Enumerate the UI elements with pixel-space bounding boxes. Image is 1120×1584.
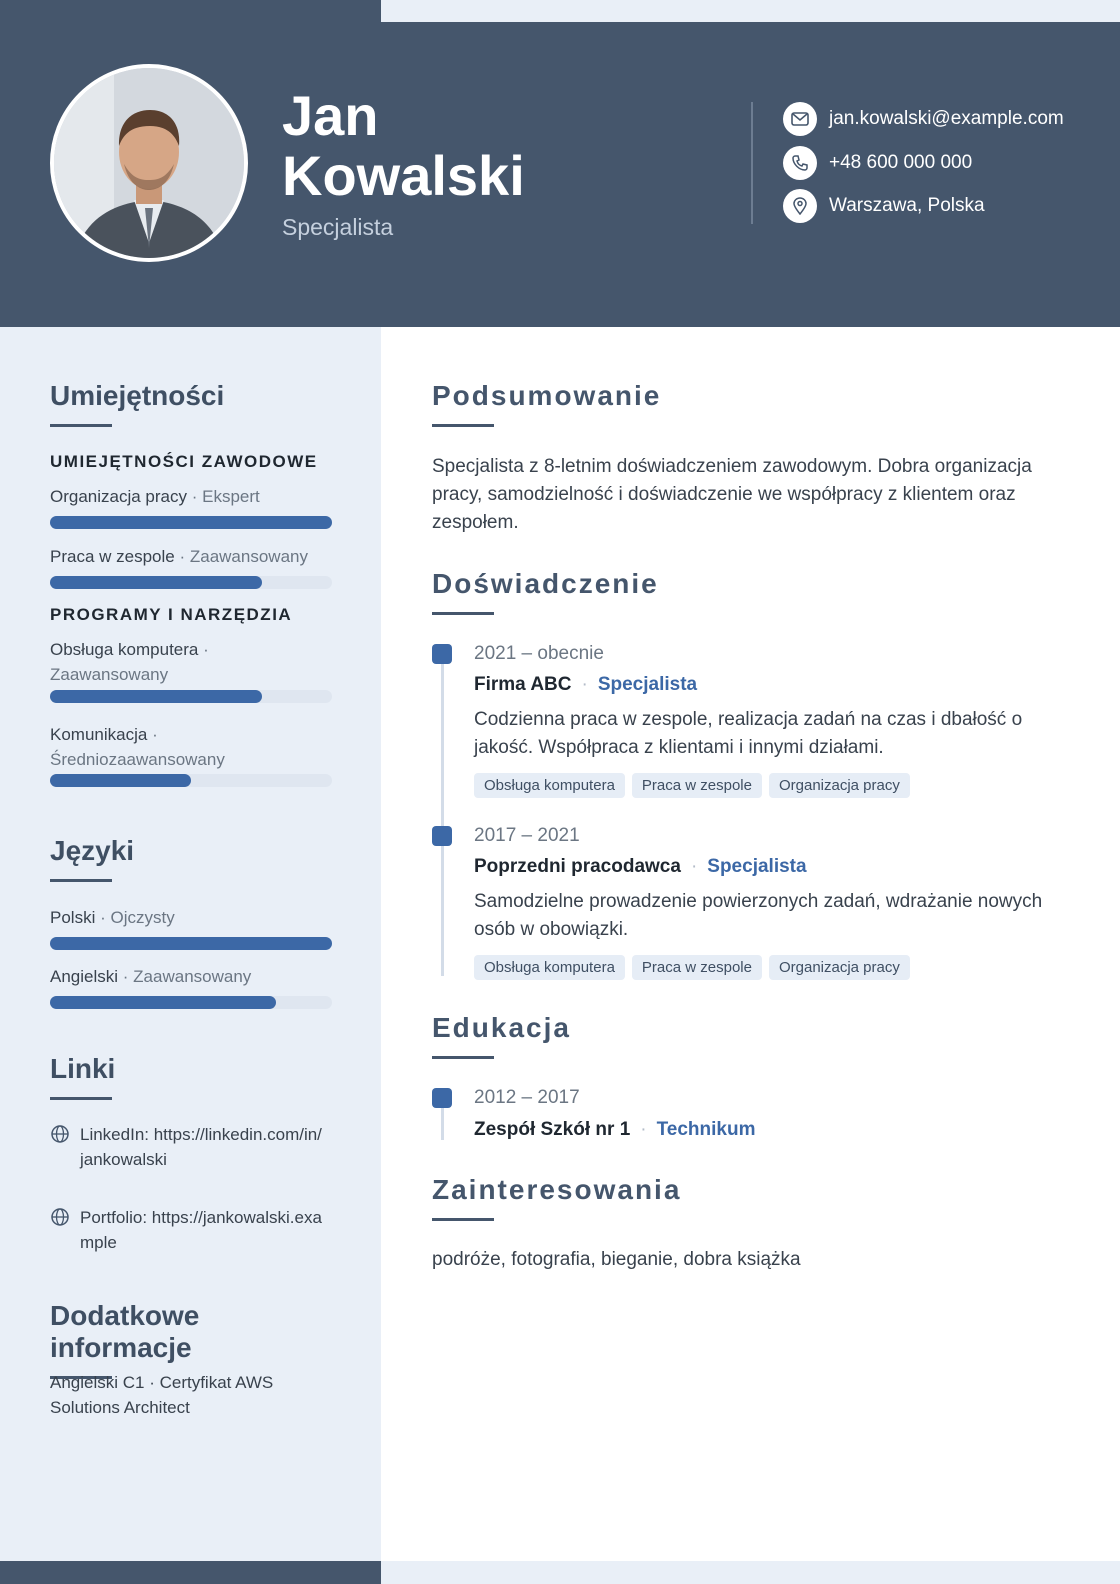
summary-rule [432, 424, 494, 427]
skill-item [50, 484, 332, 529]
full-name [282, 86, 525, 206]
education-heading: Edukacja [432, 1012, 571, 1043]
language-item [50, 964, 332, 1009]
link-portfolio[interactable] [50, 1205, 332, 1255]
experience-company: Firma ABC [474, 674, 572, 695]
skill-name: Obsługa komputera [50, 640, 199, 659]
experience-tags [474, 955, 917, 980]
skill-name: Praca w zespole [50, 547, 175, 566]
extra-text: Angielski C1 · Certyfikat AWS Solutions Architect [50, 1373, 274, 1417]
avatar [50, 64, 248, 262]
experience-tags [474, 773, 917, 798]
skill-bar-wrap [50, 774, 332, 787]
education-separator: · [640, 1119, 647, 1140]
education-date: 2012 – 2017 [474, 1087, 580, 1108]
contact-location [783, 189, 985, 223]
skill-bar-fill [50, 774, 191, 787]
timeline-marker [432, 826, 452, 846]
language-level: · Zaawansowany [122, 967, 252, 986]
language-bar-fill [50, 996, 276, 1009]
skill-bar-fill [50, 516, 332, 529]
skill-bar [50, 516, 332, 529]
summary-text-wrap [432, 453, 1052, 537]
interests-text: podróże, fotografia, bieganie, dobra książka [432, 1249, 801, 1270]
experience-separator: · [690, 856, 698, 877]
header-divider [751, 102, 753, 224]
languages-section [50, 835, 332, 882]
tag: Praca w zespole [632, 955, 762, 980]
language-name: Angielski [50, 967, 119, 986]
skill-item [50, 637, 280, 687]
last-name: Kowalski [282, 144, 525, 207]
skill-bar [50, 576, 332, 589]
summary-heading: Podsumowanie [432, 380, 662, 411]
language-item [50, 905, 332, 950]
skill-item [50, 544, 332, 589]
footer-bar-left [0, 1561, 381, 1584]
experience-date: 2021 – obecnie [474, 643, 604, 664]
experience-company: Poprzedni pracodawca [474, 856, 681, 877]
skill-bar-fill [50, 690, 262, 703]
skill-name: Komunikacja [50, 725, 148, 744]
interests-text-wrap [432, 1246, 1072, 1274]
education-section [432, 1012, 1072, 1059]
contact-phone-text: +48 600 000 000 [829, 152, 973, 173]
skills-rule [50, 424, 112, 427]
skill-bar-fill [50, 576, 262, 589]
location-icon [783, 189, 817, 223]
education-type: Technikum [656, 1119, 756, 1140]
contact-email-text: jan.kowalski@example.com [829, 108, 1064, 129]
timeline-line [441, 660, 444, 976]
mail-icon [783, 102, 817, 136]
experience-description: Samodzielne prowadzenie powierzonych zadań, wdrażanie nowych osób w obowiązki. [474, 891, 1043, 940]
extra-heading: Dodatkowe informacje [50, 1300, 200, 1363]
timeline-marker [432, 644, 452, 664]
interests-rule [432, 1218, 494, 1221]
experience-section [432, 568, 1072, 615]
language-bar-fill [50, 937, 332, 950]
contact-location-text: Warszawa, Polska [829, 195, 985, 216]
tag: Organizacja pracy [769, 773, 910, 798]
experience-rule [432, 612, 494, 615]
link-linkedin[interactable] [50, 1122, 332, 1172]
links-heading: Linki [50, 1053, 116, 1084]
phone-icon [783, 146, 817, 180]
tag: Obsługa komputera [474, 955, 625, 980]
links-section [50, 1053, 332, 1100]
skill-bar [50, 690, 332, 703]
footer-bar-right [381, 1561, 1120, 1584]
contact-email[interactable] [783, 102, 1064, 136]
skill-level: · Ekspert [191, 487, 260, 506]
skill-level: · Zaawansowany [50, 640, 209, 684]
skills-group-title: UMIEJĘTNOŚCI ZAWODOWE [50, 452, 318, 471]
experience-heading: Doświadczenie [432, 568, 659, 599]
experience-separator: · [581, 674, 588, 695]
language-level: · Ojczysty [100, 908, 175, 927]
skill-name: Organizacja pracy [50, 487, 188, 506]
interests-section [432, 1174, 1072, 1221]
tag: Praca w zespole [632, 773, 762, 798]
skill-bar-wrap [50, 690, 332, 703]
timeline-marker [432, 1088, 452, 1108]
header-top-fill [0, 0, 381, 22]
education-title [474, 1119, 755, 1141]
globe-icon [50, 1124, 70, 1144]
experience-date: 2017 – 2021 [474, 825, 580, 846]
skills-group-title: PROGRAMY I NARZĘDZIA [50, 605, 293, 624]
interests-heading: Zainteresowania [432, 1174, 682, 1205]
experience-position: Specjalista [707, 856, 807, 877]
language-name: Polski [50, 908, 96, 927]
first-name: Jan [282, 84, 379, 147]
summary-section [432, 380, 1072, 427]
language-bar [50, 996, 332, 1009]
extra-section [50, 1300, 332, 1379]
links-rule [50, 1097, 112, 1100]
link-text: LinkedIn: https://linkedin.com/in/jankowalski [80, 1125, 322, 1169]
experience-title [474, 856, 807, 878]
skills-heading: Umiejętności [50, 380, 225, 411]
experience-description: Codzienna praca w zespole, realizacja zadań na czas i dbałość o jakość. Współpraca z klientami i innymi działami. [474, 709, 1023, 758]
languages-heading: Języki [50, 835, 135, 866]
skills-section [50, 380, 332, 427]
skills-group-professional [50, 452, 332, 472]
job-title: Specjalista [282, 214, 394, 240]
experience-position: Specjalista [597, 674, 698, 695]
contact-phone[interactable] [783, 146, 972, 180]
tag: Obsługa komputera [474, 773, 625, 798]
languages-rule [50, 879, 112, 882]
extra-text-wrap [50, 1370, 290, 1420]
skills-group-tools [50, 605, 332, 625]
language-bar [50, 937, 332, 950]
skill-bar [50, 774, 332, 787]
skill-item [50, 722, 250, 772]
top-strip [381, 0, 1120, 22]
summary-text: Specjalista z 8-letnim doświadczeniem zawodowym. Dobra organizacja pracy, samodzielność i doświadczenie we współpracy z klientem oraz zespołem. [432, 456, 1032, 533]
tag: Organizacja pracy [769, 955, 910, 980]
skill-level: · Zaawansowany [179, 547, 308, 566]
experience-title [474, 674, 697, 696]
education-school: Zespół Szkół nr 1 [474, 1119, 631, 1140]
globe-icon [50, 1207, 70, 1227]
skill-level: · Średniozaawansowany [50, 725, 225, 769]
education-rule [432, 1056, 494, 1059]
link-text: Portfolio: https://jankowalski.example [80, 1208, 322, 1252]
